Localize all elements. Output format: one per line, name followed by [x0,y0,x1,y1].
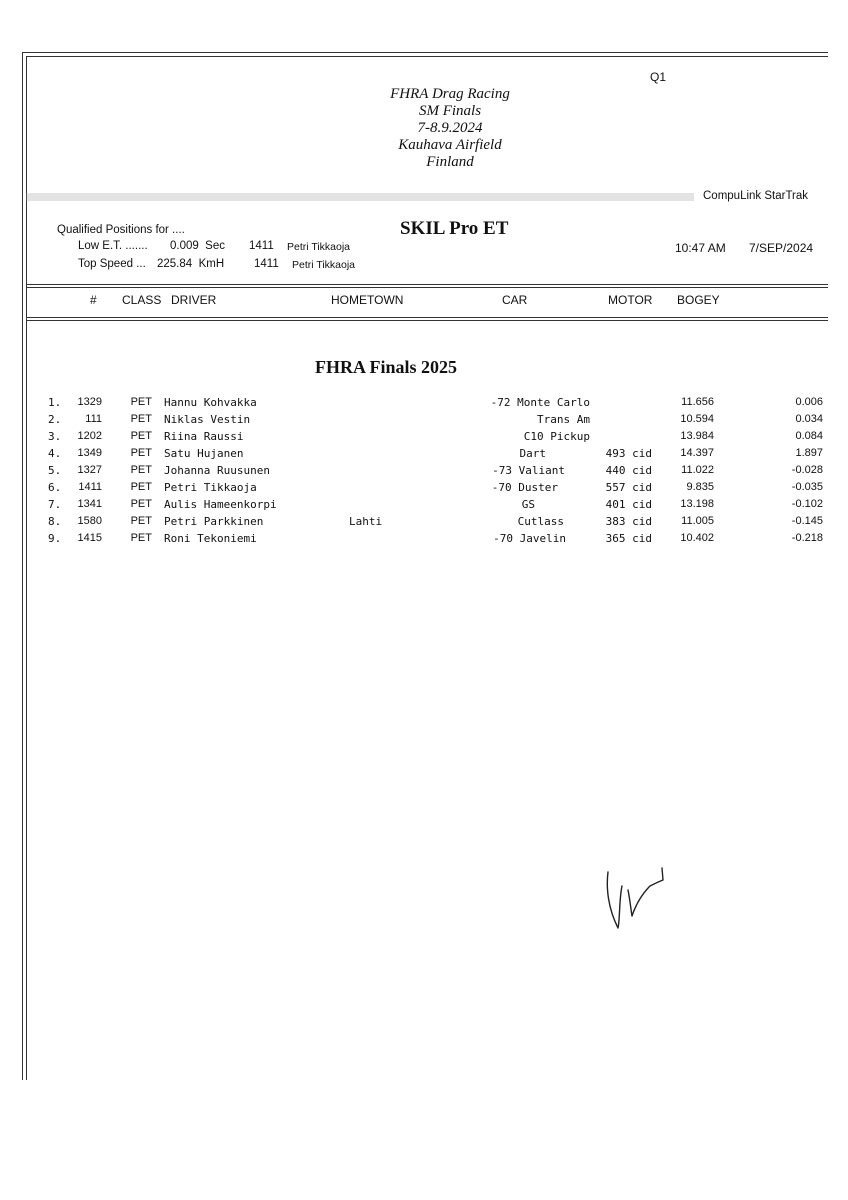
entry-position: 9. [48,532,62,545]
event-line: Finland [426,154,474,170]
section-title: FHRA Finals 2025 [315,357,458,377]
entry-number: 1580 [77,515,102,527]
entry-position: 5. [48,464,62,477]
entry-class: PET [130,515,152,527]
entry-diff: 0.034 [795,413,823,425]
table-row [0,481,848,498]
page-code: Q1 [650,70,667,84]
entry-hometown: Lahti [349,515,383,528]
entry-position: 8. [48,515,62,528]
frame-left-inner [26,56,27,1080]
entry-driver: Niklas Vestin [164,413,251,426]
entry-class: PET [130,396,152,408]
entry-number: 1329 [77,396,102,408]
entry-class: PET [130,532,152,544]
col-class: CLASS [122,293,162,307]
event-line: SM Finals [418,103,482,119]
event-line: FHRA Drag Racing [390,86,510,102]
entry-driver: Roni Tekoniemi [164,532,257,545]
low-et-number: 1411 [249,240,274,252]
entry-bogey: 11.656 [681,396,714,408]
entry-diff: -0.035 [791,481,823,493]
entry-position: 6. [48,481,62,494]
header-rule-bottom-2 [26,320,828,321]
entry-car: -70 Duster [491,481,558,494]
entry-class: PET [130,430,152,442]
table-row [0,515,848,532]
entry-diff: 0.084 [795,430,823,442]
table-row [0,396,848,413]
entry-driver: Petri Tikkaoja [164,481,257,494]
entry-number: 111 [85,413,102,425]
entry-car: Dart [519,447,546,460]
col-num: # [90,293,97,307]
entry-class: PET [130,464,152,476]
system-label: CompuLink StarTrak [703,190,809,202]
entry-number: 1327 [77,464,102,476]
entry-bogey: 11.005 [681,515,714,527]
entry-position: 2. [48,413,62,426]
low-et-label: Low E.T. ....... [78,240,148,252]
entry-car: Cutlass [517,515,564,528]
entry-bogey: 10.402 [680,532,714,544]
entry-motor: 365 cid [605,532,652,545]
entry-bogey: 13.984 [680,430,714,442]
top-speed-value: 225.84 KmH [157,258,225,270]
top-speed-number: 1411 [254,258,279,270]
top-speed-label: Top Speed ... [78,258,146,270]
report-date: 7/SEP/2024 [749,241,814,255]
entry-motor: 557 cid [605,481,652,494]
col-bogey: BOGEY [677,293,720,307]
results-table [0,396,848,556]
col-hometown: HOMETOWN [331,293,404,307]
entry-diff: -0.102 [791,498,823,510]
col-motor: MOTOR [608,293,653,307]
table-row [0,413,848,430]
entry-position: 7. [48,498,62,511]
entry-bogey: 10.594 [680,413,714,425]
entry-driver: Petri Parkkinen [164,515,264,528]
entry-bogey: 11.022 [681,464,714,476]
entry-motor: 401 cid [605,498,652,511]
class-title: SKIL Pro ET [400,218,509,239]
entry-bogey: 9.835 [686,481,714,493]
entry-position: 4. [48,447,62,460]
entry-car: -73 Valiant [492,464,565,477]
entry-position: 3. [48,430,62,443]
entry-car: Trans Am [537,413,590,426]
entry-number: 1349 [77,447,102,459]
event-title-block [330,86,570,171]
entry-driver: Hannu Kohvakka [164,396,257,409]
entry-car: C10 Pickup [523,430,590,443]
entry-motor: 383 cid [605,515,652,528]
entry-car: GS [521,498,535,511]
entry-motor: 493 cid [605,447,652,460]
entry-diff: 1.897 [795,447,823,459]
entry-car: -70 Javelin [493,532,566,545]
table-row [0,532,848,549]
entry-diff: -0.218 [791,532,823,544]
entry-driver: Aulis Hameenkorpi [164,498,277,511]
header-rule-top-1 [26,284,828,285]
entry-class: PET [130,498,152,510]
top-speed-driver: Petri Tikkaoja [292,259,356,271]
header-rule-bottom-1 [26,317,828,318]
entry-number: 1415 [77,532,102,544]
entry-motor: 440 cid [605,464,652,477]
frame-left-outer [22,52,23,1080]
entry-driver: Johanna Ruusunen [164,464,270,477]
entry-class: PET [130,481,152,493]
table-row [0,464,848,481]
entry-bogey: 14.397 [680,447,714,459]
table-row [0,430,848,447]
frame-top-inner [26,56,828,57]
event-line: 7-8.9.2024 [417,120,483,136]
entry-number: 1341 [77,498,102,510]
dotted-separator [26,193,694,201]
low-et-value: 0.009 Sec [170,240,225,252]
entry-class: PET [130,413,152,425]
table-row [0,498,848,515]
entry-driver: Satu Hujanen [164,447,244,460]
entry-number: 1411 [78,481,102,493]
signature [598,860,678,940]
qualified-label: Qualified Positions for .... [57,224,185,236]
col-driver: DRIVER [171,293,217,307]
header-rule-top-2 [26,287,828,288]
entry-bogey: 13.198 [680,498,714,510]
entry-position: 1. [48,396,62,409]
frame-top-outer [22,52,828,53]
entry-diff: -0.028 [791,464,823,476]
entry-car: -72 Monte Carlo [490,396,590,409]
entry-diff: -0.145 [791,515,823,527]
table-row [0,447,848,464]
entry-diff: 0.006 [795,396,823,408]
event-line: Kauhava Airfield [398,137,502,153]
col-car: CAR [502,293,528,307]
report-time: 10:47 AM [675,241,726,255]
low-et-driver: Petri Tikkaoja [287,241,351,253]
entry-driver: Riina Raussi [164,430,244,443]
entry-number: 1202 [77,430,102,442]
entry-class: PET [130,447,152,459]
